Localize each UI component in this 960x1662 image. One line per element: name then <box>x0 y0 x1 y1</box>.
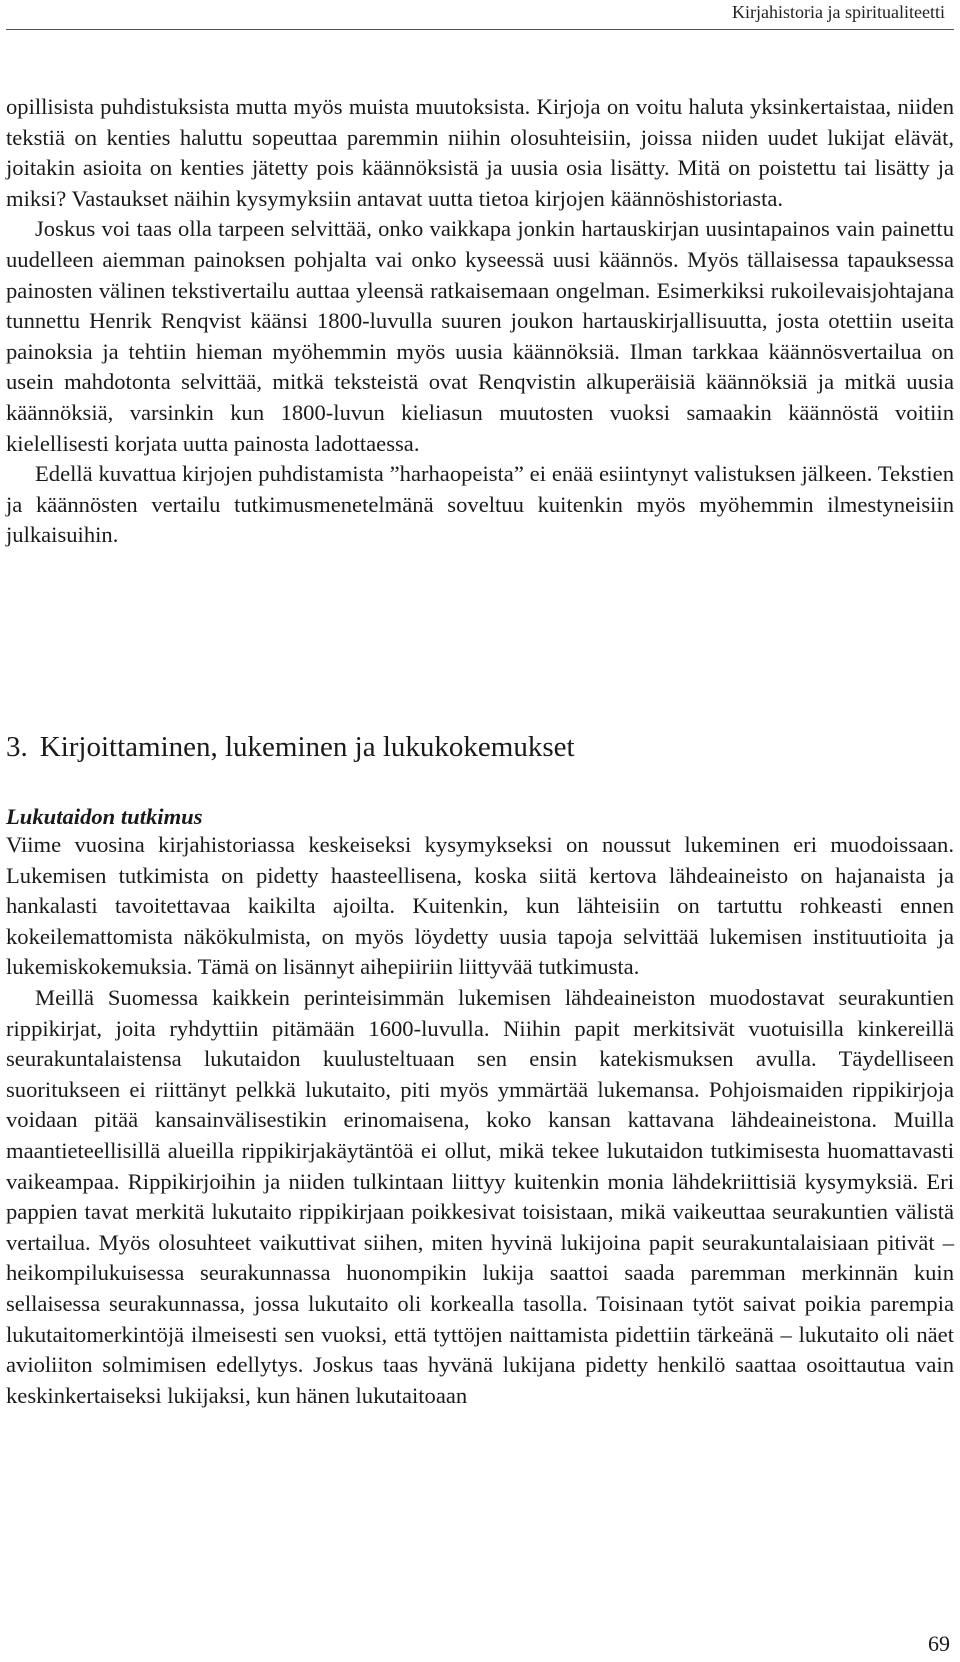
paragraph: Edellä kuvattua kirjojen puhdistamista ”harhaopeista” ei enää esiintynyt valistuksen jälkeen. Tekstien ja käännösten vertailu tutkimusmenetelmänä soveltuu kuitenkin myös myöhemmin ilmestyneisiin julkaisuihin. <box>6 461 954 548</box>
subheading: Lukutaidon tutkimus <box>6 804 203 829</box>
section-title: Kirjoittaminen, lukeminen ja lukukokemukset <box>39 731 575 763</box>
section-heading <box>6 730 575 764</box>
paragraph: Viime vuosina kirjahistoriassa keskeiseksi kysymykseksi on noussut lukeminen eri muodoissaan. Lukemisen tutkimista on pidetty haasteellisena, koska siitä kertova lähdeaineisto on hajanaista ja hankalasti tavoitettavaa kaikilta ajoilta. Kuitenkin, kun lähteisiin on tartuttu rohkeasti ennen kokeilemattomista näkökulmista, on myös löydetty uusia tapoja selvittää lukemisen instituutioita ja lukemiskokemuksia. Tämä on lisännyt aihepiiriin liittyvää tutkimusta. <box>6 832 954 980</box>
paragraph: Joskus voi taas olla tarpeen selvittää, onko vaikkapa jonkin hartauskirjan uusintapainos vain painettu uudelleen aiemman painoksen pohjalta vai onko kyseessä uusi käännös. Myös tällaisessa tapauksessa painosten välinen tekstivertailu auttaa yleensä ratkaisemaan ongelman. Esimerkiksi rukoilevaisjohtajana tunnettu Henrik Renqvist käänsi 1800-luvulla suuren joukon hartauskirjallisuutta, josta otettiin useita painoksia ja tehtiin hieman myöhemmin myös uusia käännöksiä. Ilman tarkkaa käännösvertailua on usein mahdotonta selvittää, mitkä teksteistä ovat Renqvistin alkuperäisiä käännöksiä ja mitkä uusia käännöksiä, varsinkin kun 1800-luvun kieliasun muutosten vuoksi samaakin käännöstä voitiin kielellisesti korjata uutta painosta ladottaessa. <box>6 216 954 456</box>
running-header: Kirjahistoria ja spiritualiteetti <box>732 2 945 22</box>
section-number: 3. <box>6 731 28 763</box>
paragraph: opillisista puhdistuksista mutta myös muista muutoksista. Kirjoja on voitu haluta yksinkertaistaa, niiden tekstiä on kenties haluttu sopeuttaa paremmin niihin olosuhteisiin, joissa niiden uudet lukijat elävät, joitakin asioita on kenties jätetty pois käännöksistä ja uusia osia lisätty. Mitä on poistettu tai lisätty ja miksi? Vastaukset näihin kysymyksiin antavat uutta tietoa kirjojen käännöshistoriasta. <box>6 94 954 211</box>
header-rule <box>6 29 954 30</box>
paragraph: Meillä Suomessa kaikkein perinteisimmän lukemisen lähdeaineiston muodostavat seurakuntien rippikirjat, joita ryhdyttiin pitämään 1600-luvulla. Niihin papit merkitsivät vuotuisilla kinkereillä seurakuntalaistensa lukutaidon kuulusteltuaan sen ensin katekismuksen avulla. Täydelliseen suoritukseen ei riittänyt pelkkä lukutaito, piti myös ymmärtää lukemansa. Pohjoismaiden rippikirjoja voidaan pitää kansainvälisestikin erinomaisena, koko kansan kattavana lähdeaineistona. Muilla maantieteellisillä alueilla rippikirjakäytäntöä ei ollut, mikä tekee lukutaidon tutkimisesta huomattavasti vaikeampaa. Rippikirjoihin ja niiden tulkintaan liittyy kuitenkin monia lähdekriittisiä kysymyksiä. Eri pappien tavat merkitä lukutaito rippikirjaan poikkesivat toisistaan, mikä vaikeuttaa seurakuntien välistä vertailua. Myös olosuhteet vaikuttivat siihen, miten hyvinä lukijoina papit seurakuntalaisiaan pitivät – heikompilukuisessa seurakunnassa huonompikin lukija saattoi saada paremman merkinnän kuin sellaisessa seurakunnassa, jossa lukutaito oli korkealla tasolla. Toisinaan tytöt saivat poikia parempia lukutaitomerkintöjä ilmeisesti sen vuoksi, että tyttöjen naittamista pidettiin tärkeänä – lukutaito oli näet avioliiton solmimisen edellytys. Joskus taas hyvänä lukijana pidetty henkilö saattaa osoittautua vain keskinkertaiseksi lukijaksi, kun hänen lukutaitoaan <box>6 984 954 1408</box>
intro-text-block <box>6 92 954 551</box>
page-number: 69 <box>928 1631 950 1656</box>
section-text-block <box>6 830 954 1411</box>
